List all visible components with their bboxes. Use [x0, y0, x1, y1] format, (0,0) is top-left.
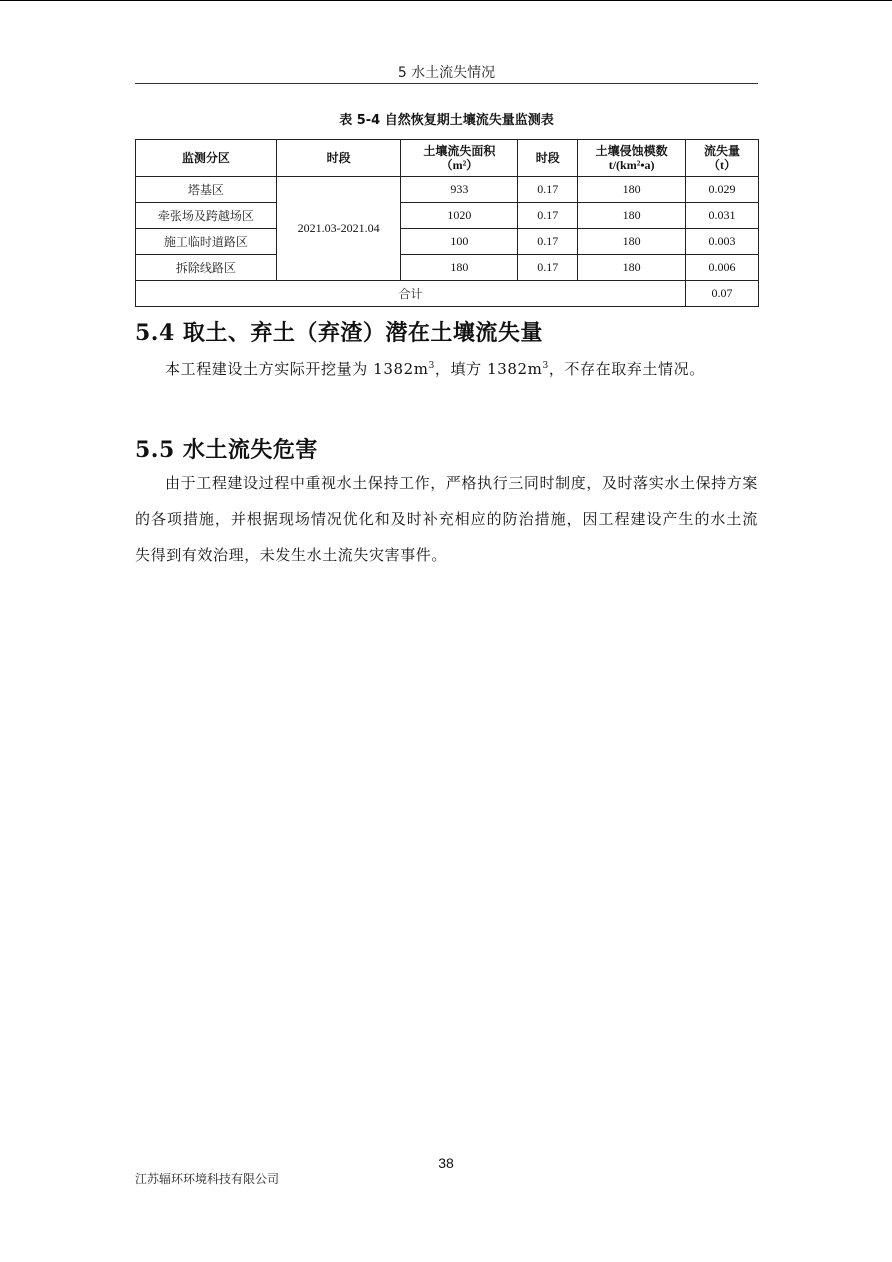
- zone-cell: 牵张场及跨越场区: [136, 203, 277, 229]
- period-cell: 2021.03-2021.04: [276, 177, 401, 281]
- table-total-row: [136, 281, 759, 307]
- loss-cell: 0.006: [686, 255, 759, 281]
- table-row: [136, 255, 759, 281]
- total-label: 合计: [136, 281, 686, 307]
- running-header: 5 水土流失情况: [397, 65, 496, 81]
- modulus-cell: 180: [578, 255, 686, 281]
- duration-cell: 0.17: [518, 203, 578, 229]
- page-top-border: [0, 0, 892, 1]
- col-header-modulus: 土壤侵蚀模数 t/(km²•a): [578, 140, 686, 177]
- table-header-row: [136, 140, 759, 177]
- area-cell: 180: [401, 255, 518, 281]
- table-row: [136, 177, 759, 203]
- duration-cell: 0.17: [518, 177, 578, 203]
- duration-cell: 0.17: [518, 229, 578, 255]
- col-header-duration: 时段: [518, 140, 578, 177]
- section-5-5-body: 由于工程建设过程中重视水土保持工作，严格执行三同时制度，及时落实水土保持方案的各项措施，并根据现场情况优化和及时补充相应的防治措施，因工程建设产生的水土流失得到有效治理，未发生水土流失灾害事件。: [135, 474, 758, 564]
- footer-company: 江苏辐环环境科技有限公司: [135, 1172, 280, 1186]
- soil-loss-table: [135, 139, 759, 307]
- modulus-cell: 180: [578, 203, 686, 229]
- col-header-zone: 监测分区: [136, 140, 277, 177]
- page-number: 38: [438, 1155, 454, 1171]
- area-cell: 100: [401, 229, 518, 255]
- table-caption: 表 5-4 自然恢复期土壤流失量监测表: [339, 113, 554, 128]
- col-header-period: 时段: [276, 140, 401, 177]
- zone-cell: 施工临时道路区: [136, 229, 277, 255]
- table-row: [136, 203, 759, 229]
- zone-cell: 拆除线路区: [136, 255, 277, 281]
- loss-cell: 0.003: [686, 229, 759, 255]
- zone-cell: 塔基区: [136, 177, 277, 203]
- header-rule: [135, 83, 758, 84]
- col-header-area: 土壤流失面积 （m²）: [401, 140, 518, 177]
- modulus-cell: 180: [578, 177, 686, 203]
- loss-cell: 0.029: [686, 177, 759, 203]
- duration-cell: 0.17: [518, 255, 578, 281]
- table-row: [136, 229, 759, 255]
- area-cell: 933: [401, 177, 518, 203]
- col-header-loss: 流失量 （t）: [686, 140, 759, 177]
- area-cell: 1020: [401, 203, 518, 229]
- total-value: 0.07: [686, 281, 759, 307]
- section-5-5-title: 5.5 水土流失危害: [135, 437, 318, 463]
- modulus-cell: 180: [578, 229, 686, 255]
- section-5-4-title: 5.4 取土、弃土（弃渣）潜在土壤流失量: [135, 320, 543, 346]
- section-5-4-body: 本工程建设土方实际开挖量为 $1382m^3$，填方 $1382m^3$，不存在取弃土情况。: [165, 360, 705, 378]
- loss-cell: 0.031: [686, 203, 759, 229]
